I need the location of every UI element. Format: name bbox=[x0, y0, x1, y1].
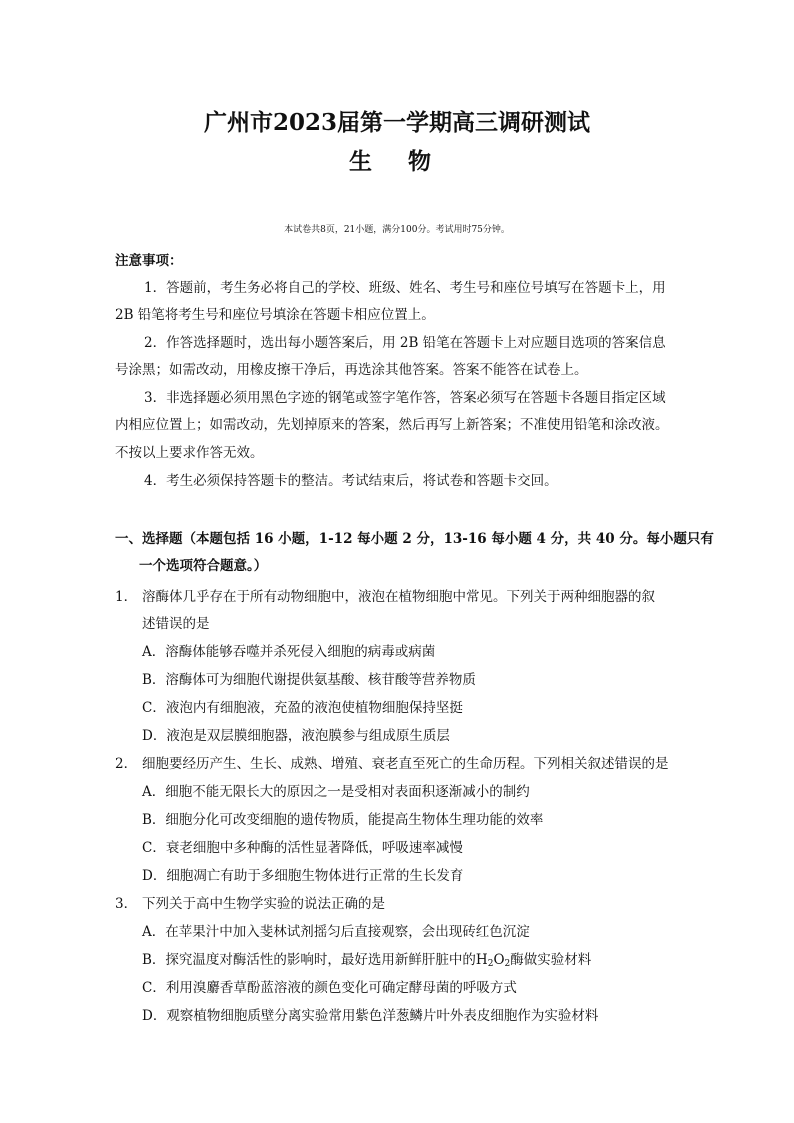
notice-line: 3．非选择题必须用黑色字迹的钢笔或签字笔作答，答案必须写在答题卡各题目指定区域 bbox=[144, 390, 666, 406]
option-a: A．溶酶体能够吞噬并杀死侵入细胞的病毒或病菌 bbox=[142, 644, 436, 660]
option-b-text: B．探究温度对酶活性的影响时，最好选用新鲜肝脏中的 bbox=[142, 952, 476, 968]
question-number: 1． bbox=[115, 589, 138, 605]
option-d: D．细胞凋亡有助于多细胞生物体进行正常的生长发育 bbox=[142, 868, 464, 884]
notice-line: 不按以上要求作答无效。 bbox=[115, 445, 264, 461]
option-b-tail: 酶做实验材料 bbox=[510, 952, 592, 968]
option-c: C．利用溴麝香草酚蓝溶液的颜色变化可确定酵母菌的呼吸方式 bbox=[142, 980, 517, 996]
subject-title: 生 物 bbox=[348, 148, 445, 175]
option-b: B．溶酶体可为细胞代谢提供氨基酸、核苷酸等营养物质 bbox=[142, 672, 476, 688]
section-heading-cont: 一个选项符合题意。） bbox=[139, 558, 268, 574]
notice-line: 2．作答选择题时，选出每小题答案后，用 2B 铅笔在答题卡上对应题目选项的答案信息 bbox=[144, 335, 666, 351]
option-a: A．细胞不能无限长大的原因之一是受相对表面积逐渐减小的制约 bbox=[142, 784, 530, 800]
notice-line: 内相应位置上；如需改动，先划掉原来的答案，然后再写上新答案；不准使用铅笔和涂改液。 bbox=[115, 417, 669, 433]
question-stem: 述错误的是 bbox=[142, 616, 210, 632]
question-number: 3． bbox=[115, 896, 138, 912]
notice-line: 号涂黑；如需改动，用橡皮擦干净后，再选涂其他答案。答案不能答在试卷上。 bbox=[115, 362, 588, 378]
option-d: D．观察植物细胞质壁分离实验常用紫色洋葱鳞片叶外表皮细胞作为实验材料 bbox=[142, 1008, 599, 1024]
question-stem: 溶酶体几乎存在于所有动物细胞中，液泡在植物细胞中常见。下列关于两种细胞器的叙 bbox=[142, 589, 655, 605]
section-heading: 一、选择题（本题包括 16 小题，1-12 每小题 2 分，13-16 每小题 4 分，共 40 分。每小题只有 bbox=[115, 531, 714, 547]
chemical-formula: $H_2O_2$ bbox=[475, 952, 511, 969]
question-stem: 细胞要经历产生、生长、成熟、增殖、衰老直至死亡的生命历程。下列相关叙述错误的是 bbox=[142, 756, 669, 772]
exam-title: 广州市2023届第一学期高三调研测试 bbox=[203, 109, 590, 136]
option-b bbox=[142, 948, 591, 969]
notice-heading: 注意事项： bbox=[115, 253, 183, 269]
option-d: D．液泡是双层膜细胞器，液泡膜参与组成原生质层 bbox=[142, 728, 450, 744]
option-c: C．液泡内有细胞液，充盈的液泡使植物细胞保持坚挺 bbox=[142, 700, 463, 716]
option-b: B．细胞分化可改变细胞的遗传物质，能提高生物体生理功能的效率 bbox=[142, 812, 544, 828]
notice-line: 1．答题前，考生务必将自己的学校、班级、姓名、考生号和座位号填写在答题卡上，用 bbox=[144, 280, 666, 296]
notice-line: 2B 铅笔将考生号和座位号填涂在答题卡相应位置上。 bbox=[115, 307, 435, 323]
option-c: C．衰老细胞中多种酶的活性显著降低，呼吸速率减慢 bbox=[142, 840, 463, 856]
question-number: 2． bbox=[115, 756, 138, 772]
exam-intro: 本试卷共8页，21小题，满分100分。考试用时75分钟。 bbox=[284, 225, 510, 235]
option-a: A．在苹果汁中加入斐林试剂摇匀后直接观察，会出现砖红色沉淀 bbox=[142, 924, 530, 940]
question-stem: 下列关于高中生物学实验的说法正确的是 bbox=[142, 896, 385, 912]
notice-line: 4．考生必须保持答题卡的整洁。考试结束后，将试卷和答题卡交回。 bbox=[144, 473, 558, 489]
